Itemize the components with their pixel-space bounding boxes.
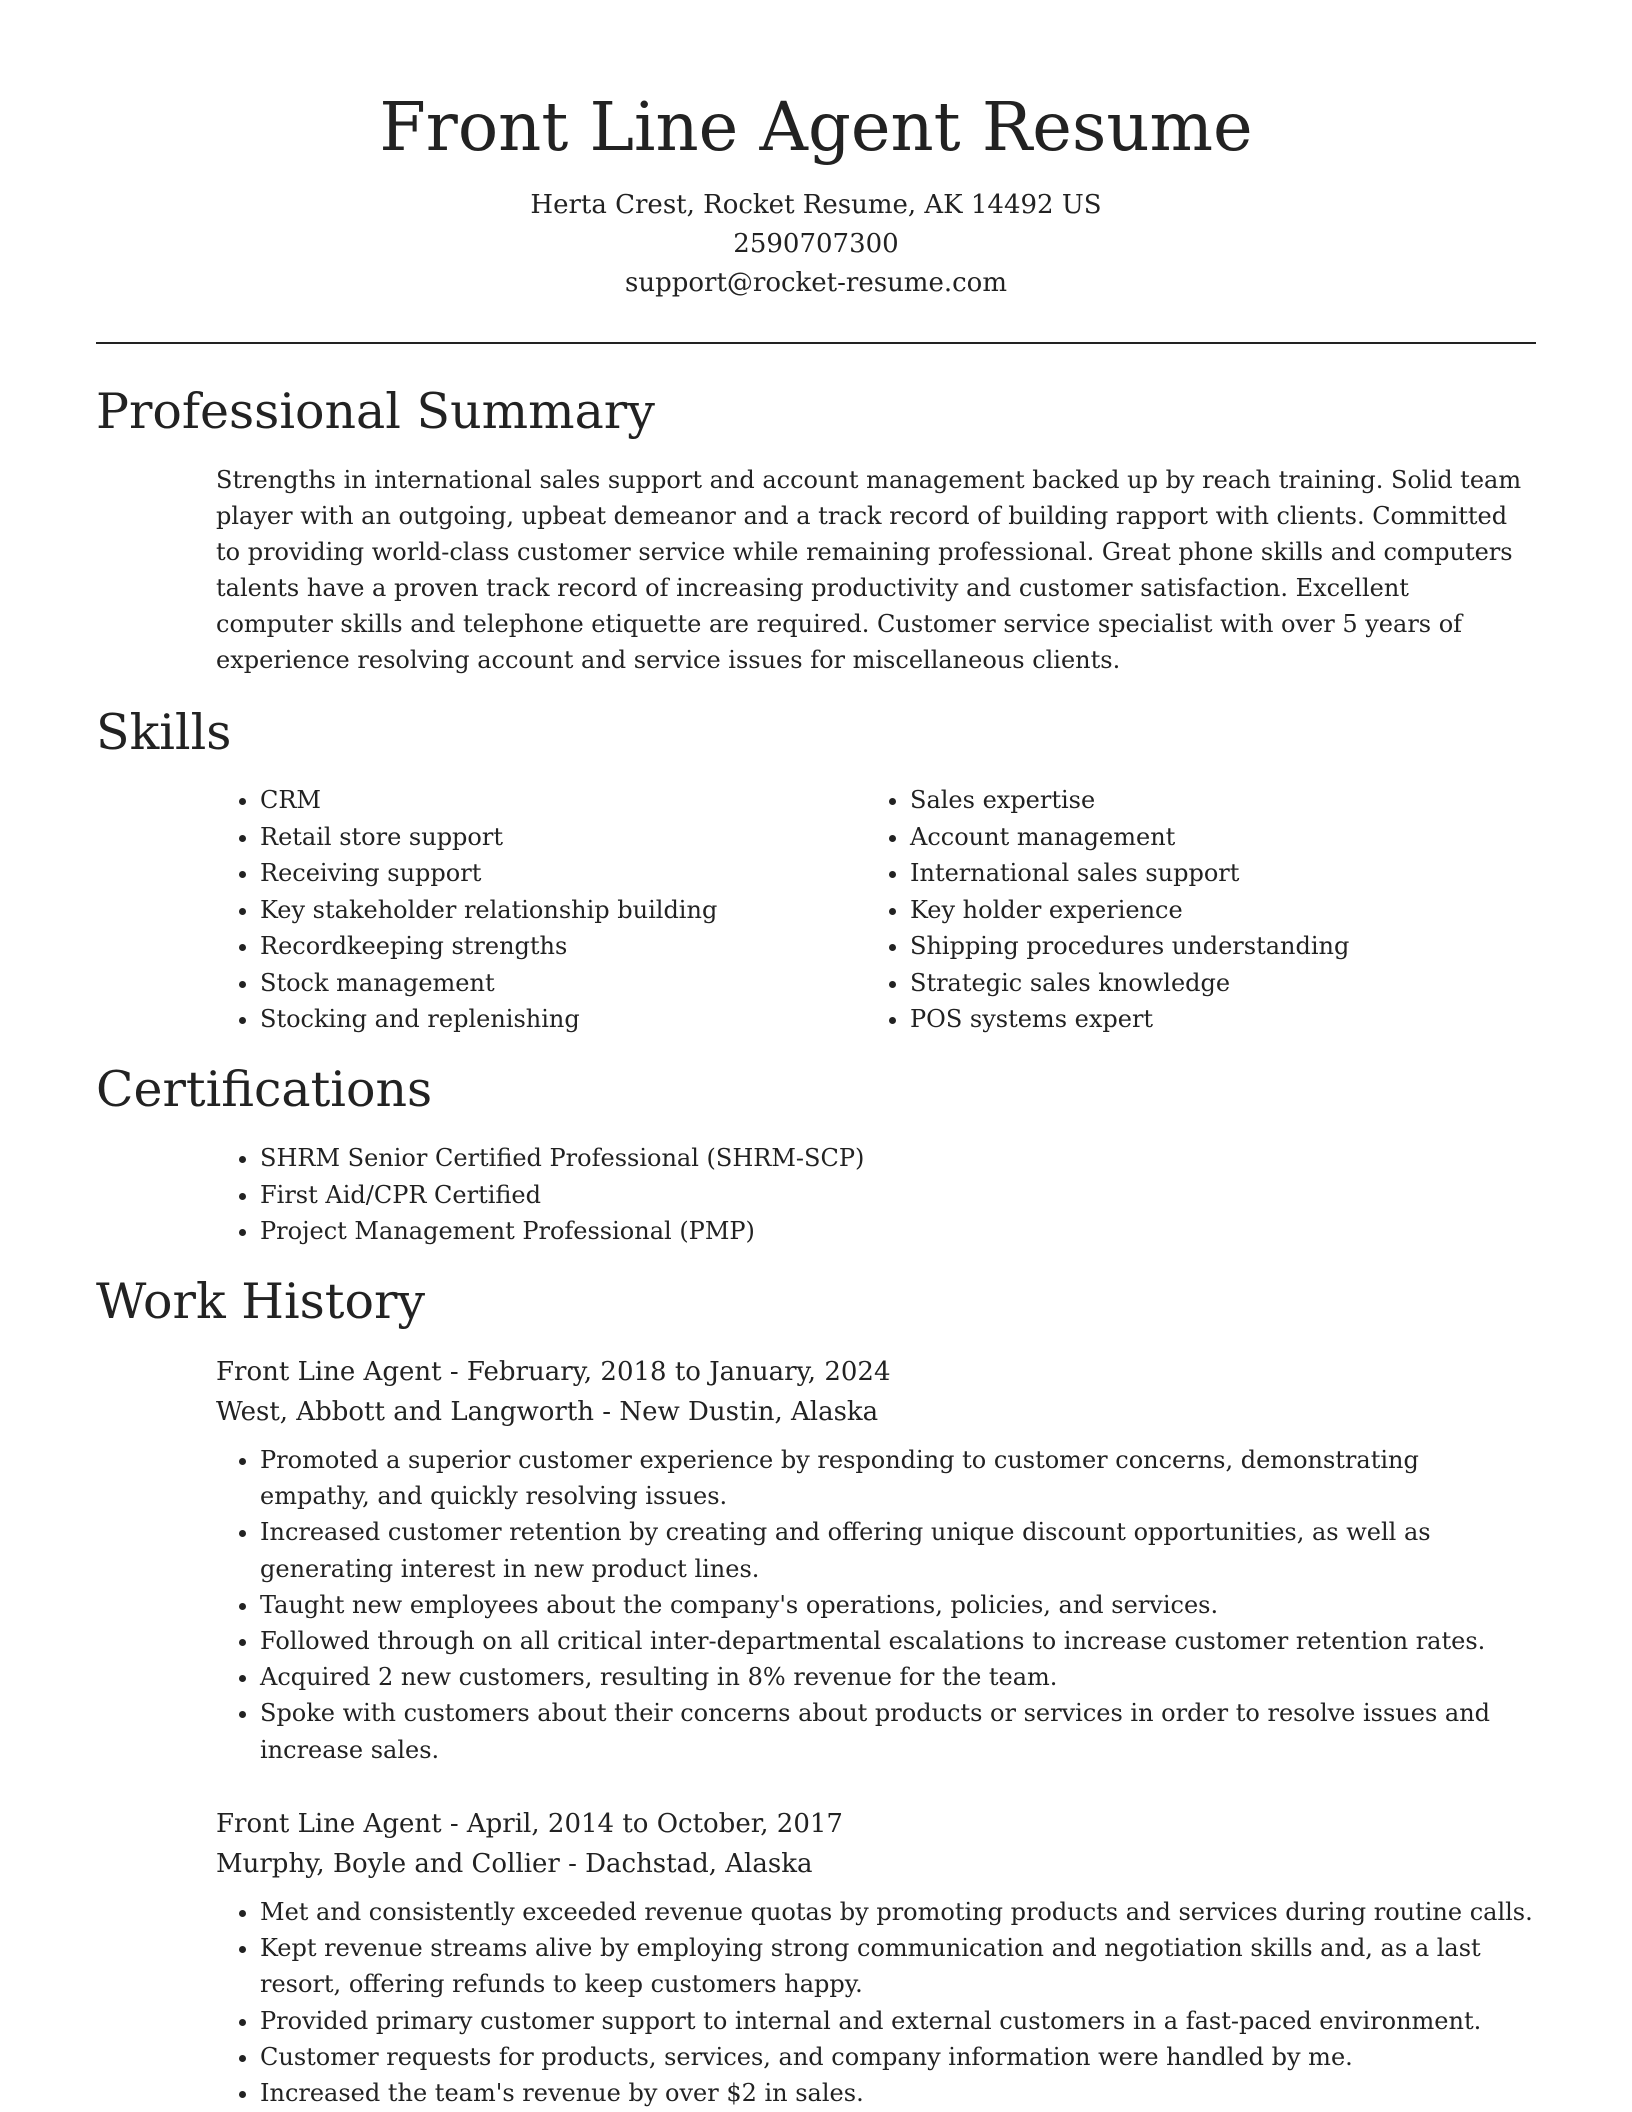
certifications-list <box>216 1140 1560 1250</box>
certification-item: • Project Management Professional (PMP) <box>260 1213 1560 1250</box>
job-bullet: • Increased the team's revenue by over $2 in sales. <box>260 2075 1536 2111</box>
contact-email: support@rocket-resume.com <box>624 268 1007 298</box>
job-title-line: Front Line Agent - February, 2018 to January, 2024 <box>216 1357 891 1387</box>
header-divider <box>96 342 1536 344</box>
skill-item: • Key holder experience <box>910 892 1530 929</box>
skill-item: • Strategic sales knowledge <box>910 965 1530 1002</box>
job-bullet: • Met and consistently exceeded revenue quotas by promoting products and services during routine calls. <box>260 1894 1536 1930</box>
skill-item: • Receiving support <box>260 855 880 892</box>
summary-text: Strengths in international sales support and account management backed up by reach training. Solid team player with an outgoing, upbeat demeanor and a track record of building rapport with clients. Committed to providing world-class customer service while remaining professional. Great phone skills and computers talents have a proven track record of increasing productivity and customer satisfaction. Excellent computer skills and telephone etiquette are required. Customer service specialist with over 5 years of experience resolving account and service issues for miscellaneous clients. <box>216 466 1522 674</box>
job-title-line: Front Line Agent - April, 2014 to October, 2017 <box>216 1809 843 1839</box>
skills-list-right <box>866 782 1530 1038</box>
contact-phone: 2590707300 <box>733 229 899 259</box>
job-location: New Dustin, Alaska <box>619 1397 879 1427</box>
resume-header <box>0 82 1632 303</box>
contact-address: Herta Crest, Rocket Resume, AK 14492 US <box>530 190 1102 220</box>
skill-item: • Key stakeholder relationship building <box>260 892 880 929</box>
job-bullet: • Kept revenue streams alive by employing strong communication and negotiation skills and, as a last resort, offering refunds to keep customers happy. <box>260 1930 1536 2002</box>
job-bullet: • Provided primary customer support to internal and external customers in a fast-paced environment. <box>260 2003 1536 2039</box>
skill-item: • Stocking and replenishing <box>260 1001 880 1038</box>
job-entry <box>216 1804 1536 2111</box>
job-company: West, Abbott and Langworth <box>216 1397 595 1427</box>
job-dates: April, 2014 to October, 2017 <box>466 1809 843 1839</box>
job-bullet: • Increased customer retention by creating and offering unique discount opportunities, as well as generating interest in new product lines. <box>260 1514 1536 1586</box>
skill-item: • Stock management <box>260 965 880 1002</box>
skill-item: • Shipping procedures understanding <box>910 928 1530 965</box>
job-company: Murphy, Boyle and Collier <box>216 1849 560 1879</box>
skill-item: • POS systems expert <box>910 1001 1530 1038</box>
skills-heading: Skills <box>96 704 232 761</box>
job-title: Front Line Agent <box>216 1357 442 1387</box>
skills-list-left <box>216 782 880 1038</box>
job-title: Front Line Agent <box>216 1809 442 1839</box>
job-bullet: • Spoke with customers about their concerns about products or services in order to resolve issues and increase sales. <box>260 1695 1536 1767</box>
job-bullet: • Customer requests for products, services, and company information were handled by me. <box>260 2039 1536 2075</box>
job-dates: February, 2018 to January, 2024 <box>466 1357 891 1387</box>
job-bullet: • Followed through on all critical inter-departmental escalations to increase customer retention rates. <box>260 1623 1536 1659</box>
job-bullet: • Taught new employees about the company's operations, policies, and services. <box>260 1587 1536 1623</box>
skill-item: • Account management <box>910 819 1530 856</box>
skill-item: • Recordkeeping strengths <box>260 928 880 965</box>
work-history-heading: Work History <box>96 1273 426 1330</box>
resume-title: Front Line Agent Resume <box>379 88 1253 166</box>
certification-item: • First Aid/CPR Certified <box>260 1177 1560 1214</box>
certification-item: • SHRM Senior Certified Professional (SHRM-SCP) <box>260 1140 1560 1177</box>
job-bullet: • Acquired 2 new customers, resulting in 8% revenue for the team. <box>260 1659 1536 1695</box>
job-location: Dachstad, Alaska <box>585 1849 813 1879</box>
job-company-line: Murphy, Boyle and Collier - Dachstad, Alaska <box>216 1849 813 1879</box>
job-bullet: • Promoted a superior customer experience by responding to customer concerns, demonstrating empathy, and quickly resolving issues. <box>260 1442 1536 1514</box>
skill-item: • Retail store support <box>260 819 880 856</box>
job-bullets <box>216 1894 1536 2111</box>
skill-item: • International sales support <box>910 855 1530 892</box>
job-entry <box>216 1352 1536 1768</box>
skill-item: • Sales expertise <box>910 782 1530 819</box>
contact-info <box>0 186 1632 303</box>
skill-item: • CRM <box>260 782 880 819</box>
certifications-heading: Certifications <box>96 1061 433 1118</box>
job-bullets <box>216 1442 1536 1768</box>
summary-heading: Professional Summary <box>96 383 655 440</box>
job-company-line: West, Abbott and Langworth - New Dustin, Alaska <box>216 1397 879 1427</box>
